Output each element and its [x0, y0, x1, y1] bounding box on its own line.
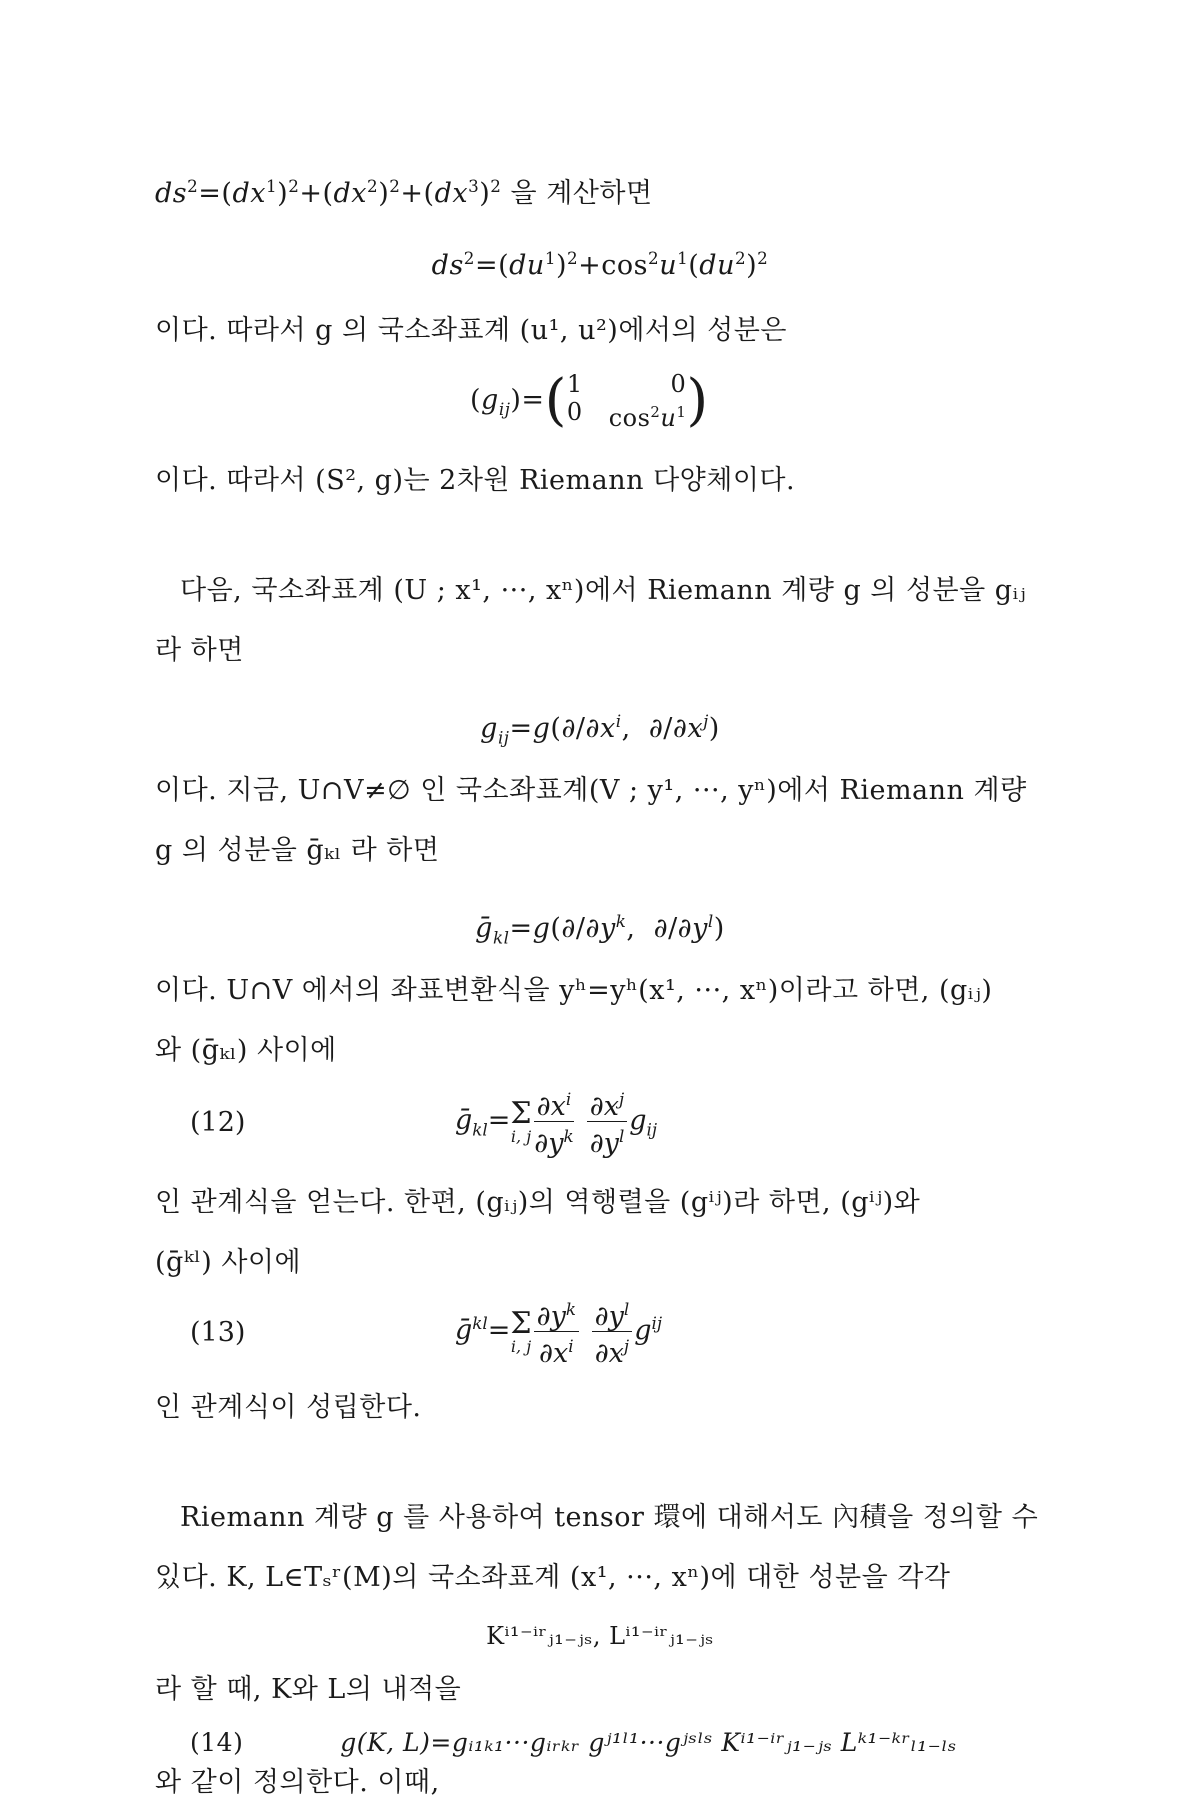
equation-body: g(K, L)=gᵢ₁ₖ₁···gᵢᵣₖᵣ gʲ¹ˡ¹···gʲˢˡˢ Kⁱ¹⁻ⁱʳⱼ₁₋ⱼₛ Lᵏ¹⁻ᵏʳₗ₁₋ₗₛ — [340, 1728, 957, 1757]
equation-number: (14) — [190, 1728, 244, 1757]
equation-gij: $g_{ij}=g(\partial/\partial x^i$, $\partial/\partial x^j$) — [480, 711, 720, 748]
text-line: 다음, 국소좌표계 (U ; x¹, ···, xⁿ)에서 Riemann 계량 g 의 성분을 gᵢⱼ — [180, 575, 1027, 606]
text-line: 이다. U∩V 에서의 좌표변환식을 yʰ=yʰ(x¹, ···, xⁿ)이라고 하면, (gᵢⱼ) — [155, 975, 993, 1006]
text-line: 있다. K, L∈Tₛʳ(M)의 국소좌표계 (x¹, ···, xⁿ)에 대한 성분을 각각 — [155, 1562, 951, 1593]
equation-gkl-bar: $ḡ_{kl}=g(\partial/\partial y^k$, $\partial/\partial y^l$) — [475, 911, 725, 948]
text-line: (ḡᵏˡ) 사이에 — [155, 1247, 302, 1278]
inline-formula: $ds^2=(dx^1)^2+(dx^2)^2+(dx^3)^2$ — [155, 176, 502, 209]
text-line: 와 (ḡₖₗ) 사이에 — [155, 1035, 337, 1066]
text-line: 라 할 때, K와 L의 내적을 — [155, 1674, 462, 1705]
equation-metric-matrix: $(g_{ij})=$( 1 0 0 $\cos^2u^1$ ) — [470, 368, 709, 433]
text-line: 이다. 지금, U∩V≠∅ 인 국소좌표계(V ; y¹, ···, yⁿ)에서 Riemann 계량 — [155, 775, 1027, 806]
equation-number: (13) — [190, 1317, 246, 1348]
equation-13 — [0, 1295, 1200, 1375]
text-line: 와 같이 정의한다. 이때, — [155, 1767, 440, 1798]
text-line: 이다. 따라서 g 의 국소좌표계 (u¹, u²)에서의 성분은 — [155, 315, 787, 346]
text-line: 인 관계식을 얻는다. 한편, (gᵢⱼ)의 역행렬을 (gⁱʲ)라 하면, (gⁱʲ)와 — [155, 1187, 921, 1218]
text: 을 계산하면 — [510, 178, 653, 209]
equation-body: ḡ$^{kl}$=Σ i, j $\frac{\partial y^k}{\partial x^i}$ $\frac{\partial y^l}{\partial x^j}$ $g^{ij}$ — [455, 1295, 662, 1368]
equation-number: (12) — [190, 1107, 246, 1138]
text-line: 이다. 따라서 (S², g)는 2차원 Riemann 다양체이다. — [155, 465, 796, 496]
text-line — [155, 168, 653, 212]
equation-14 — [190, 1725, 957, 1761]
equation-body: ḡ$_{kl}$=Σ i, j $\frac{\partial x^i}{\partial y^k}$ $\frac{\partial x^j}{\partial y^l}$ $g_{ij}$ — [455, 1085, 657, 1158]
text-line: Riemann 계량 g 를 사용하여 tensor 環에 대해서도 內積을 정의할 수 — [180, 1502, 1039, 1533]
equation-components: Kⁱ¹⁻ⁱʳⱼ₁₋ⱼₛ, Lⁱ¹⁻ⁱʳⱼ₁₋ⱼₛ — [486, 1622, 714, 1650]
equation-12 — [0, 1085, 1200, 1165]
equation-ds2: $ds^2=(du^1)^2+\cos^2u^1(du^2)^2$ — [431, 248, 769, 281]
text-line: g 의 성분을 ḡₖₗ 라 하면 — [155, 835, 440, 866]
text-line: 인 관계식이 성립한다. — [155, 1392, 422, 1423]
matrix: 1 0 0 $\cos^2u^1$ — [566, 370, 687, 432]
text-line: 라 하면 — [155, 635, 244, 666]
